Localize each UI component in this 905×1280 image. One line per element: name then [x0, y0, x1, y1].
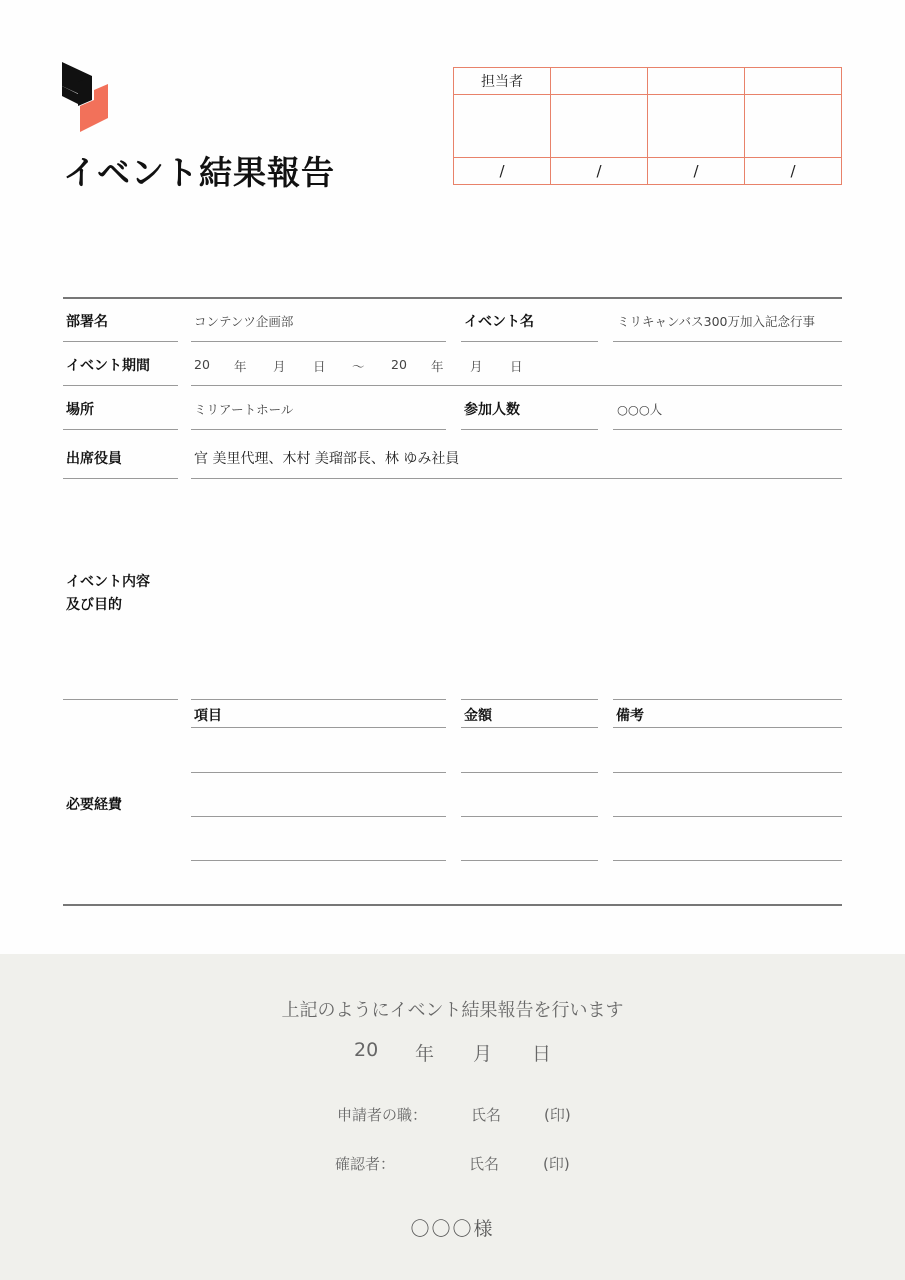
approval-date-cell[interactable]: / — [745, 158, 842, 185]
footer-statement: 上記のようにイベント結果報告を行います — [281, 1000, 624, 1021]
expense-label: 必要経費 — [66, 797, 122, 813]
row-divider — [613, 429, 842, 430]
content-textarea[interactable] — [191, 490, 842, 690]
footer-date-month-unit: 月 — [473, 1043, 493, 1065]
row-divider — [63, 385, 178, 386]
approval-header-cell: 担当者 — [454, 68, 551, 95]
participants-value[interactable]: ○○○人 — [617, 402, 663, 417]
form-top-rule — [63, 297, 842, 299]
approval-header-cell — [648, 68, 745, 95]
expense-header-amount: 金額 — [464, 708, 492, 724]
approval-seal-cell[interactable] — [454, 95, 551, 158]
applicant-position-label: 申請者の職： — [337, 1106, 428, 1124]
period-start-year[interactable]: 20 — [194, 357, 210, 372]
row-divider — [461, 429, 598, 430]
department-label: 部署名 — [66, 314, 108, 330]
content-label-line1: イベント内容 — [66, 574, 150, 590]
row-divider — [63, 429, 178, 430]
row-divider — [613, 341, 842, 342]
approval-seal-cell[interactable] — [648, 95, 745, 158]
period-separator: ～ — [352, 359, 365, 374]
addressee: 〇〇〇様 — [410, 1218, 495, 1240]
event-name-label: イベント名 — [464, 314, 534, 330]
department-value[interactable]: コンテンツ企画部 — [194, 314, 294, 329]
section-divider — [613, 699, 842, 700]
company-logo-icon — [58, 60, 112, 134]
period-end-day-unit: 日 — [510, 359, 523, 374]
approval-seal-cell[interactable] — [551, 95, 648, 158]
expense-row-line[interactable] — [461, 772, 598, 773]
approval-date-cell[interactable]: / — [551, 158, 648, 185]
footer-date-year[interactable]: 20 — [354, 1039, 379, 1061]
confirmer-name-label: 氏名 — [469, 1155, 500, 1173]
period-end-month-unit: 月 — [470, 359, 483, 374]
approval-seal-cell[interactable] — [745, 95, 842, 158]
event-name-value[interactable]: ミリキャンバス300万加入記念行事 — [617, 314, 815, 329]
footer-panel — [0, 954, 905, 1280]
approval-header-cell — [745, 68, 842, 95]
expense-header-rule — [461, 727, 598, 728]
expense-header-item: 項目 — [194, 708, 222, 724]
row-divider — [63, 341, 178, 342]
footer-date-day-unit: 日 — [532, 1043, 552, 1065]
expense-header-notes: 備考 — [616, 708, 644, 724]
section-divider — [461, 699, 598, 700]
location-value[interactable]: ミリアートホール — [194, 402, 294, 417]
event-period-label: イベント期間 — [66, 358, 150, 374]
confirmer-seal[interactable]: (印) — [543, 1155, 570, 1173]
row-divider — [191, 385, 842, 386]
expense-row-line[interactable] — [613, 772, 842, 773]
location-label: 場所 — [66, 402, 94, 418]
expense-header-rule — [191, 727, 446, 728]
expense-row-line[interactable] — [191, 816, 446, 817]
footer-date-year-unit: 年 — [415, 1043, 435, 1065]
applicant-seal[interactable]: (印) — [544, 1106, 571, 1124]
row-divider — [191, 341, 446, 342]
approval-date-cell[interactable]: / — [648, 158, 745, 185]
period-start-year-unit: 年 — [234, 359, 247, 374]
approval-header-cell — [551, 68, 648, 95]
period-start-month-unit: 月 — [273, 359, 286, 374]
expense-row-line[interactable] — [191, 860, 446, 861]
approval-date-cell[interactable]: / — [454, 158, 551, 185]
confirmer-label: 確認者： — [335, 1155, 396, 1173]
period-start-day-unit: 日 — [313, 359, 326, 374]
form-bottom-rule — [63, 904, 842, 906]
participants-label: 参加人数 — [464, 402, 520, 418]
section-divider — [63, 699, 178, 700]
expense-row-line[interactable] — [613, 860, 842, 861]
page-title: イベント結果報告 — [63, 153, 335, 192]
expense-row-line[interactable] — [191, 772, 446, 773]
period-end-year[interactable]: 20 — [391, 357, 407, 372]
expense-row-line[interactable] — [613, 816, 842, 817]
row-divider — [461, 341, 598, 342]
expense-row-line[interactable] — [461, 816, 598, 817]
attendees-label: 出席役員 — [66, 451, 122, 467]
row-divider — [63, 478, 178, 479]
period-end-year-unit: 年 — [431, 359, 444, 374]
row-divider — [191, 478, 842, 479]
content-label-line2: 及び目的 — [66, 597, 122, 613]
section-divider — [191, 699, 446, 700]
row-divider — [191, 429, 446, 430]
applicant-name-label: 氏名 — [471, 1106, 502, 1124]
attendees-value[interactable]: 官 美里代理、木村 美瑠部長、林 ゆみ社員 — [194, 451, 460, 467]
expense-header-rule — [613, 727, 842, 728]
expense-row-line[interactable] — [461, 860, 598, 861]
approval-stamp-table — [453, 67, 842, 185]
